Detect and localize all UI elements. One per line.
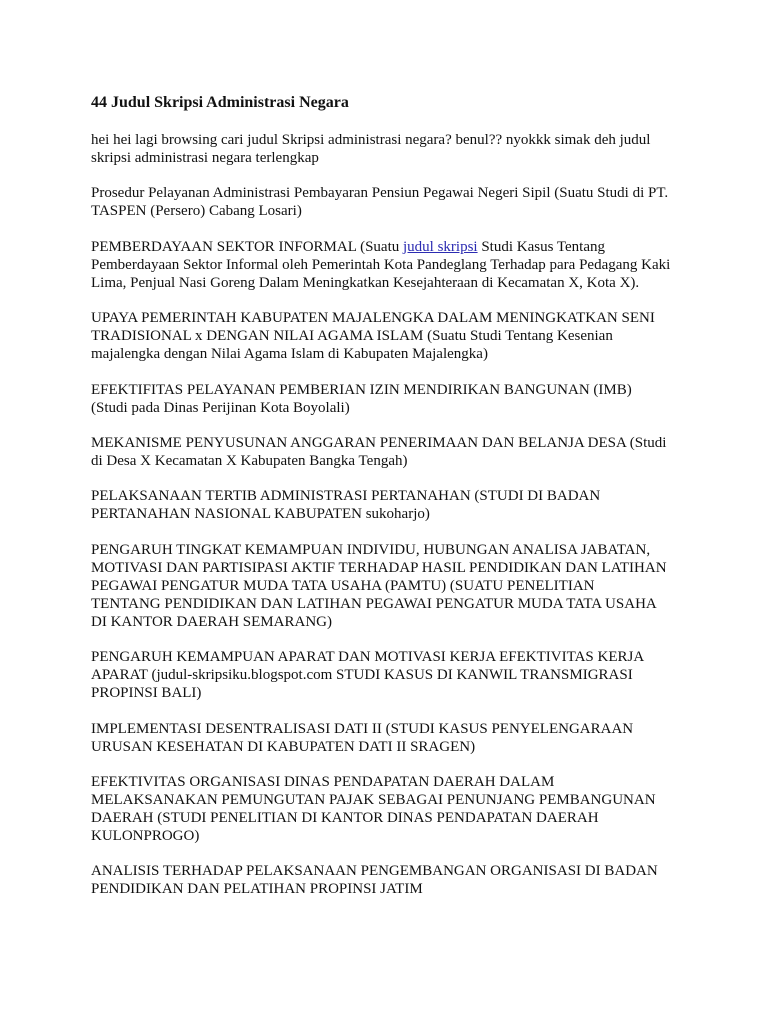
paragraph-line: Pemberdayaan Sektor Informal oleh Pemerintah Kota Pandeglang Terhadap para Pedagang Kaki [91, 256, 671, 273]
thesis-title-entry [91, 309, 768, 363]
judul-skripsi-link[interactable]: judul skripsi [402, 238, 478, 255]
paragraph-line: MOTIVASI DAN PARTISIPASI AKTIF TERHADAP HASIL PENDIDIKAN DAN LATIHAN [91, 559, 667, 576]
paragraph-line: MELAKSANAKAN PEMUNGUTAN PAJAK SEBAGAI PENUNJANG PEMBANGUNAN [91, 791, 656, 808]
thesis-title-entry [91, 862, 768, 898]
paragraph-line: Lima, Penjual Nasi Goreng Dalam Meningkatkan Kesejahteraan di Kecamatan X, Kota X). [91, 274, 640, 291]
paragraph-line: URUSAN KESEHATAN DI KABUPATEN DATI II SRAGEN) [91, 738, 476, 755]
thesis-title-entry [91, 541, 768, 631]
thesis-title-entry [91, 487, 768, 523]
thesis-title-entry [91, 648, 768, 702]
paragraph-line: ANALISIS TERHADAP PELAKSANAAN PENGEMBANGAN ORGANISASI DI BADAN [91, 863, 658, 880]
paragraph-line: TENTANG PENDIDIKAN DAN LATIHAN PEGAWAI PENGATUR MUDA TATA USAHA [91, 595, 657, 612]
paragraph-line: UPAYA PEMERINTAH KABUPATEN MAJALENGKA DALAM MENINGKATKAN SENI [91, 310, 655, 327]
paragraph-line: KULONPROGO) [91, 827, 200, 844]
paragraph-line: DI KANTOR DAERAH SEMARANG) [91, 613, 332, 630]
paragraph-line: EFEKTIFITAS PELAYANAN PEMBERIAN IZIN MENDIRIKAN BANGUNAN (IMB) [91, 381, 632, 398]
paragraph-line: EFEKTIVITAS ORGANISASI DINAS PENDAPATAN DAERAH DALAM [91, 773, 555, 790]
thesis-title-entry [91, 434, 768, 470]
thesis-title-entry [91, 720, 768, 756]
paragraph-line: PERTANAHAN NASIONAL KABUPATEN sukoharjo) [91, 506, 430, 523]
line-text: PEMBERDAYAAN SEKTOR INFORMAL (Suatu [91, 238, 403, 255]
paragraph-line: PEGAWAI PENGATUR MUDA TATA USAHA (PAMTU) (SUATU PENELITIAN [91, 577, 595, 594]
paragraph-line: PELAKSANAAN TERTIB ADMINISTRASI PERTANAHAN (STUDI DI BADAN [91, 488, 601, 505]
paragraph-line: PENGARUH TINGKAT KEMAMPUAN INDIVIDU, HUBUNGAN ANALISA JABATAN, [91, 541, 651, 558]
paragraph-line: PENGARUH KEMAMPUAN APARAT DAN MOTIVASI KERJA EFEKTIVITAS KERJA [91, 649, 645, 666]
paragraph-line: APARAT (judul-skripsiku.blogspot.com STUDI KASUS DI KANWIL TRANSMIGRASI [91, 667, 633, 684]
paragraph-line: (Studi pada Dinas Perijinan Kota Boyolali) [91, 399, 350, 416]
paragraph-line: majalengka dengan Nilai Agama Islam di Kabupaten Majalengka) [91, 346, 488, 363]
paragraph-line [91, 238, 768, 256]
intro-paragraph [91, 131, 768, 167]
thesis-title-entry [91, 773, 768, 845]
paragraph-line: DAERAH (STUDI PENELITIAN DI KANTOR DINAS PENDAPATAN DAERAH [91, 809, 599, 826]
document-title: 44 Judul Skripsi Administrasi Negara [91, 94, 349, 111]
paragraph-line: Prosedur Pelayanan Administrasi Pembayaran Pensiun Pegawai Negeri Sipil (Suatu Studi di PT. [91, 185, 669, 202]
paragraph-line: TASPEN (Persero) Cabang Losari) [91, 203, 302, 220]
thesis-title-entry [91, 184, 768, 220]
thesis-title-entry [91, 381, 768, 417]
paragraph-line: MEKANISME PENYUSUNAN ANGGARAN PENERIMAAN DAN BELANJA DESA (Studi [91, 434, 667, 451]
paragraph-line: PENDIDIKAN DAN PELATIHAN PROPINSI JATIM [91, 881, 423, 898]
paragraph-line: PROPINSI BALI) [91, 685, 202, 702]
paragraph-line: di Desa X Kecamatan X Kabupaten Bangka Tengah) [91, 452, 408, 469]
line-text: Studi Kasus Tentang [477, 238, 605, 255]
thesis-title-entry [91, 238, 768, 292]
paragraph-line: TRADISIONAL x DENGAN NILAI AGAMA ISLAM (Suatu Studi Tentang Kesenian [91, 328, 613, 345]
paragraph-line: skripsi administrasi negara terlengkap [91, 150, 319, 166]
paragraph-line: hei hei lagi browsing cari judul Skripsi administrasi negara? benul?? nyokkk simak deh judul [91, 132, 651, 148]
paragraph-line: IMPLEMENTASI DESENTRALISASI DATI II (STUDI KASUS PENYELENGARAAN [91, 720, 634, 737]
